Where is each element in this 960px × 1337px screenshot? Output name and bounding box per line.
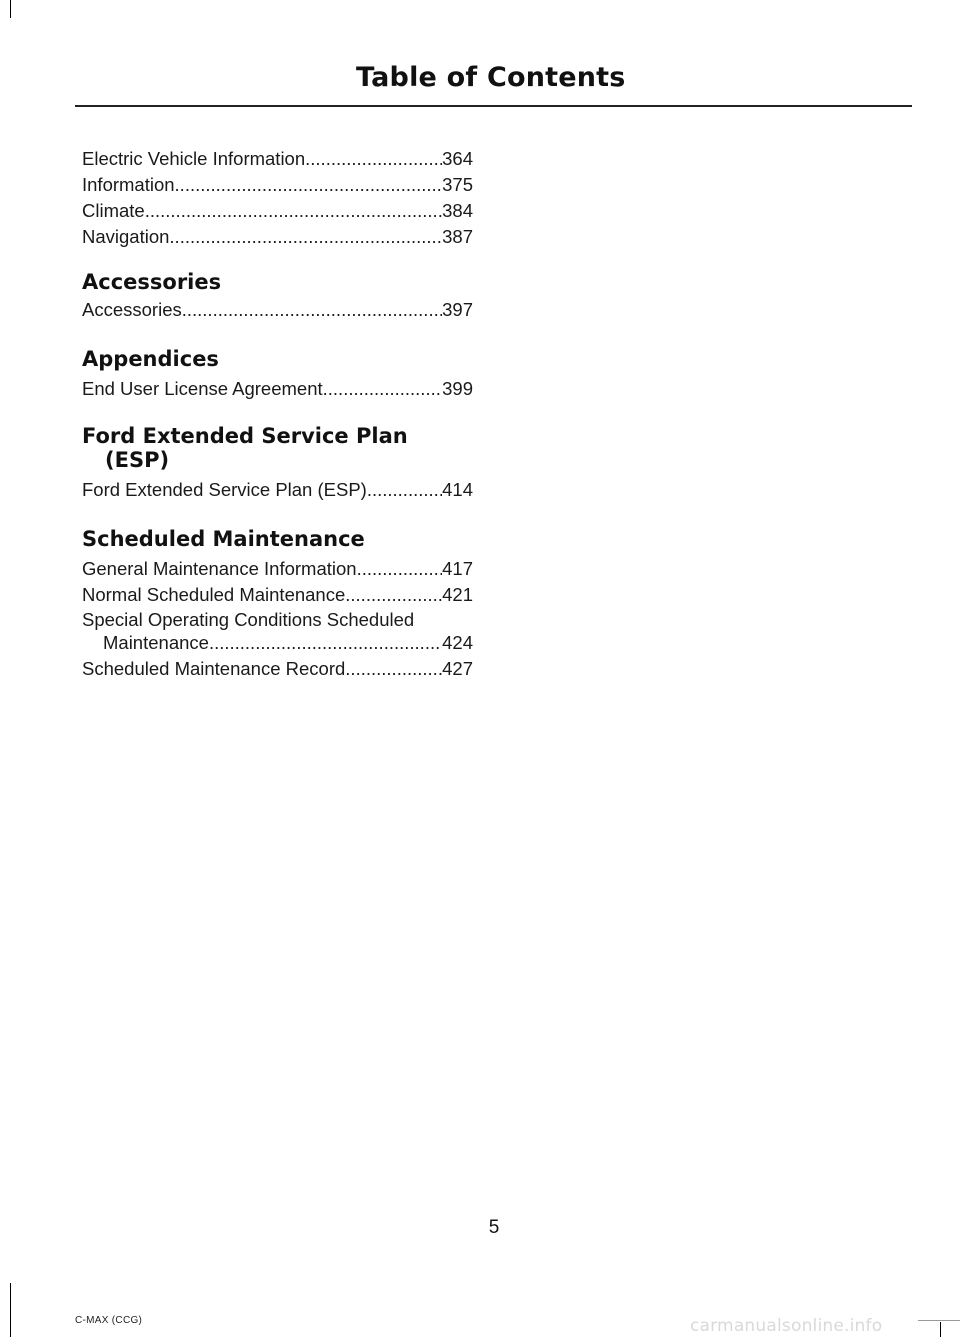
toc-section-ford-extended-service-plan (82, 424, 473, 503)
toc-entry-label: Information (82, 174, 175, 195)
toc-entry-end-user-license-agreement[interactable] (82, 376, 473, 402)
header-rule (75, 105, 912, 107)
toc-entry-label: Climate (82, 200, 145, 221)
toc-entry-climate[interactable] (82, 198, 473, 224)
section-heading (82, 424, 473, 472)
toc-entry-page: 387 (442, 226, 473, 247)
crop-mark-bottom-right (940, 1322, 941, 1337)
dot-leader (357, 556, 443, 582)
dot-leader (323, 376, 442, 402)
toc-entry-page: 427 (442, 658, 473, 679)
dot-leader (209, 630, 442, 656)
toc-entry-label: Navigation (82, 226, 170, 247)
toc-entry-scheduled-maintenance-record[interactable] (82, 656, 473, 682)
dot-leader (305, 146, 442, 172)
toc-entry-page: 399 (442, 378, 473, 399)
page-title: Table of Contents (356, 62, 626, 93)
crop-mark-bottom-left (10, 1283, 11, 1337)
toc-top-entries (82, 146, 473, 250)
dot-leader (182, 297, 442, 323)
dot-leader (367, 477, 442, 503)
toc-entry-special-operating-conditions[interactable] (82, 610, 473, 656)
toc-entry-page: 414 (442, 479, 473, 500)
toc-entry-label: General Maintenance Information (82, 558, 357, 579)
toc-entry-label-line1: Special Operating Conditions Scheduled (82, 610, 415, 630)
toc-entry-page: 424 (442, 632, 473, 653)
toc-entry-label: Accessories (82, 299, 182, 320)
section-heading: Appendices (82, 347, 219, 371)
section-heading: Accessories (82, 270, 222, 294)
toc-entry-page: 364 (442, 148, 473, 169)
toc-entry-information[interactable] (82, 172, 473, 198)
section-heading: Scheduled Maintenance (82, 527, 365, 551)
toc-entry-label: Electric Vehicle Information (82, 148, 306, 169)
toc-section-accessories (82, 270, 473, 323)
toc-entry-label-line2: Maintenance (103, 632, 209, 653)
toc-entry-ford-extended-service-plan[interactable] (82, 477, 473, 503)
table-of-contents (82, 146, 473, 682)
dot-leader (345, 656, 442, 682)
toc-entry-accessories[interactable] (82, 297, 473, 323)
toc-section-appendices (82, 347, 473, 402)
toc-entry-label: End User License Agreement (82, 378, 323, 399)
dot-leader (145, 198, 442, 224)
toc-entry-page: 384 (442, 200, 473, 221)
dot-leader (175, 172, 443, 198)
dot-leader (169, 224, 442, 250)
toc-entry-line2 (82, 630, 473, 656)
toc-section-scheduled-maintenance (82, 527, 473, 682)
toc-entry-label: Normal Scheduled Maintenance (82, 584, 346, 605)
toc-entry-page: 421 (442, 584, 473, 605)
toc-entry-general-maintenance-information[interactable] (82, 556, 473, 582)
toc-entry-normal-scheduled-maintenance[interactable] (82, 582, 473, 608)
toc-entry-page: 397 (442, 299, 473, 320)
footer-model-code: C-MAX (CCG) (75, 1315, 143, 1326)
toc-entry-label: Scheduled Maintenance Record (82, 658, 346, 679)
toc-entry-page: 375 (442, 174, 473, 195)
section-heading-line2: (ESP) (105, 448, 170, 472)
section-heading-line1: Ford Extended Service Plan (82, 424, 408, 448)
toc-entry-electric-vehicle-information[interactable] (82, 146, 473, 172)
toc-entry-label: Ford Extended Service Plan (ESP) (82, 479, 367, 500)
toc-entry-page: 417 (442, 558, 473, 579)
toc-entry-navigation[interactable] (82, 224, 473, 250)
dot-leader (345, 582, 442, 608)
page-number: 5 (488, 1217, 500, 1238)
watermark: carmanualsonline.info (690, 1316, 883, 1336)
crop-mark-top-left (10, 0, 11, 18)
crop-mark-bottom-right-horizontal (918, 1320, 960, 1321)
